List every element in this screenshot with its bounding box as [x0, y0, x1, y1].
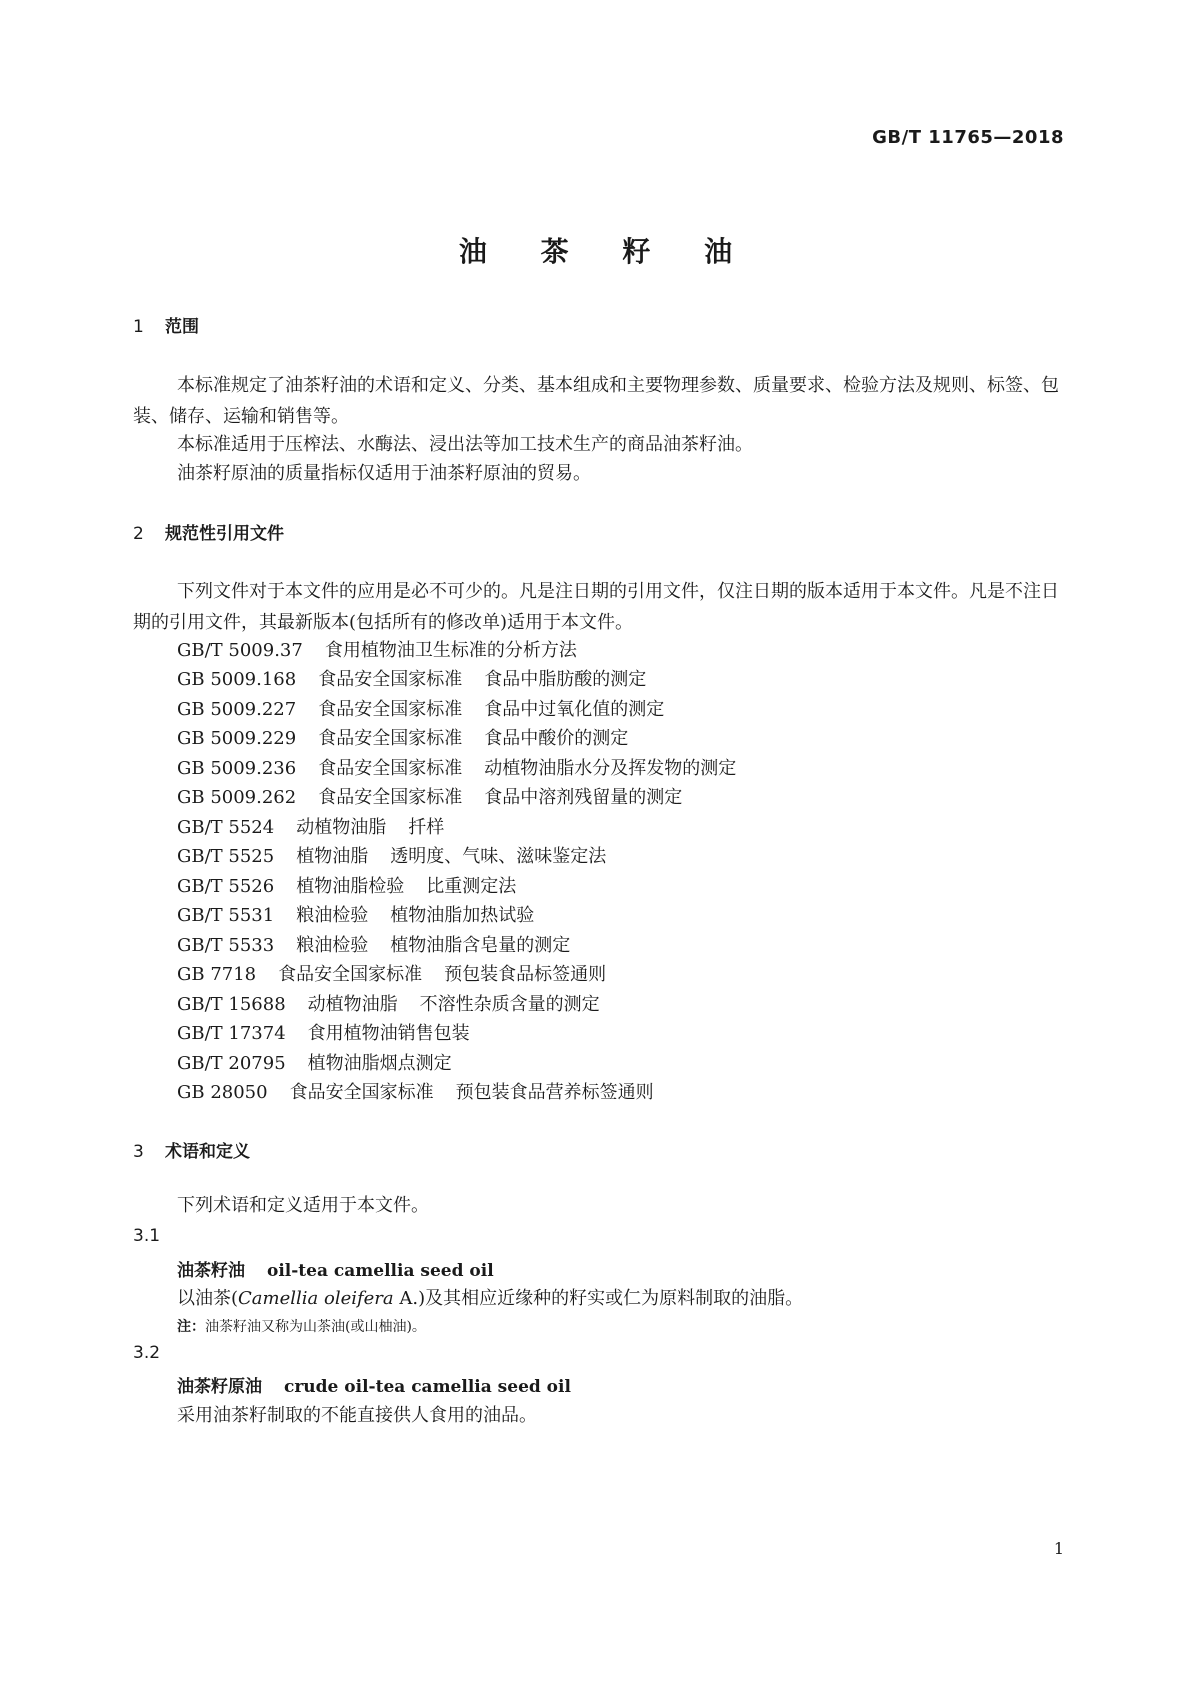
term-name-en: oil-tea camellia seed oil	[267, 1261, 494, 1281]
reference-title: 食用植物油卫生标准的分析方法	[324, 640, 577, 661]
reference-title: 动植物油脂	[307, 994, 398, 1015]
reference-item	[177, 872, 538, 898]
reference-item	[177, 1019, 514, 1045]
reference-item	[177, 901, 556, 927]
term-definition: 采用油茶籽制取的不能直接供人食用的油品。	[177, 1405, 537, 1426]
reference-code: GB/T 15688	[177, 994, 286, 1015]
term-number: 3.1	[133, 1226, 161, 1246]
reference-item	[177, 990, 622, 1016]
paragraph: 下列文件对于本文件的应用是必不可少的。凡是注日期的引用文件，仅注日期的版本适用于本文件。凡是不注日期的引用文件，其最新版本(包括所有的修改单)适用于本文件。	[133, 581, 1059, 633]
reference-item	[177, 665, 668, 691]
reference-code: GB 28050	[177, 1082, 268, 1103]
reference-subtitle: 预包装食品营养标签通则	[455, 1082, 654, 1103]
reference-code: GB 7718	[177, 964, 257, 985]
note-text: 油茶籽油又称为山茶油(或山柚油)。	[205, 1319, 426, 1335]
reference-title: 食用植物油销售包装	[307, 1023, 470, 1044]
term-definition	[177, 1284, 803, 1310]
section-title: 规范性引用文件	[165, 524, 284, 544]
reference-item	[177, 783, 704, 809]
paragraph: 油茶籽原油的质量指标仅适用于油茶籽原油的贸易。	[177, 463, 591, 484]
reference-title: 粮油检验	[296, 905, 369, 926]
reference-subtitle: 食品中溶剂残留量的测定	[484, 787, 683, 808]
reference-code: GB 5009.168	[177, 669, 297, 690]
term-name-zh: 油茶籽油	[177, 1261, 245, 1281]
reference-code: GB 5009.227	[177, 699, 297, 720]
reference-item	[177, 1049, 496, 1075]
reference-item	[177, 842, 628, 868]
reference-title: 动植物油脂	[296, 817, 387, 838]
reference-subtitle: 透明度、气味、滋味鉴定法	[390, 846, 607, 867]
term-name-en: crude oil-tea camellia seed oil	[284, 1377, 571, 1397]
section-number: 2	[133, 524, 144, 544]
reference-title: 植物油脂	[296, 846, 369, 867]
reference-code: GB 5009.229	[177, 728, 297, 749]
standard-number: GB/T 11765—2018	[872, 127, 1064, 148]
reference-code: GB 5009.262	[177, 787, 297, 808]
section-number: 1	[133, 317, 144, 337]
reference-title: 食品安全国家标准	[318, 728, 463, 749]
reference-code: GB/T 5524	[177, 817, 275, 838]
reference-subtitle: 动植物油脂水分及挥发物的测定	[484, 758, 737, 779]
reference-item	[177, 636, 621, 662]
page-number: 1	[1053, 1539, 1064, 1558]
reference-code: GB/T 5526	[177, 876, 275, 897]
reference-item	[177, 1078, 676, 1104]
reference-title: 食品安全国家标准	[278, 964, 423, 985]
document-title: 油 茶 籽 油	[458, 235, 755, 268]
reference-subtitle: 食品中脂肪酸的测定	[484, 669, 647, 690]
reference-code: GB/T 20795	[177, 1053, 286, 1074]
section-3-heading	[133, 1137, 250, 1162]
species-name: Camellia oleifera	[238, 1288, 394, 1309]
section-title: 范围	[165, 317, 199, 337]
definition-text: A.)及其相应近缘种的籽实或仁为原料制取的油脂。	[393, 1288, 804, 1309]
term-number: 3.2	[133, 1343, 161, 1363]
paragraph: 本标准规定了油茶籽油的术语和定义、分类、基本组成和主要物理参数、质量要求、检验方法及规则、标签、包装、储存、运输和销售等。	[133, 375, 1059, 427]
definition-text: 以油茶(	[177, 1288, 239, 1309]
reference-code: GB/T 5009.37	[177, 640, 303, 661]
reference-item	[177, 754, 758, 780]
section-1-heading	[133, 312, 199, 337]
term-note	[177, 1316, 426, 1336]
reference-code: GB 5009.236	[177, 758, 297, 779]
reference-code: GB/T 5531	[177, 905, 275, 926]
reference-title: 食品安全国家标准	[318, 699, 463, 720]
paragraph: 下列术语和定义适用于本文件。	[177, 1195, 429, 1216]
reference-item	[177, 695, 686, 721]
reference-subtitle: 扦样	[408, 817, 445, 838]
reference-item	[177, 724, 650, 750]
reference-subtitle: 食品中过氧化值的测定	[484, 699, 665, 720]
reference-subtitle: 植物油脂含皂量的测定	[390, 935, 571, 956]
term-name	[177, 1256, 494, 1281]
reference-title: 食品安全国家标准	[318, 669, 463, 690]
reference-subtitle: 食品中酸价的测定	[484, 728, 629, 749]
reference-code: GB/T 5525	[177, 846, 275, 867]
reference-code: GB/T 5533	[177, 935, 275, 956]
reference-title: 食品安全国家标准	[318, 758, 463, 779]
term-name-zh: 油茶籽原油	[177, 1377, 262, 1397]
section-number: 3	[133, 1142, 144, 1162]
reference-code: GB/T 17374	[177, 1023, 286, 1044]
reference-subtitle: 预包装食品标签通则	[444, 964, 607, 985]
section-title: 术语和定义	[165, 1142, 250, 1162]
reference-item	[177, 960, 628, 986]
reference-title: 食品安全国家标准	[318, 787, 463, 808]
section-2-heading	[133, 519, 284, 544]
reference-title: 植物油脂烟点测定	[307, 1053, 452, 1074]
reference-title: 粮油检验	[296, 935, 369, 956]
reference-subtitle: 不溶性杂质含量的测定	[419, 994, 600, 1015]
term-name	[177, 1372, 571, 1397]
reference-subtitle: 植物油脂加热试验	[390, 905, 535, 926]
reference-item	[177, 931, 592, 957]
reference-title: 植物油脂检验	[296, 876, 405, 897]
reference-title: 食品安全国家标准	[289, 1082, 434, 1103]
reference-item	[177, 813, 466, 839]
paragraph: 本标准适用于压榨法、水酶法、浸出法等加工技术生产的商品油茶籽油。	[177, 434, 753, 455]
reference-subtitle: 比重测定法	[426, 876, 517, 897]
note-label: 注：	[177, 1319, 205, 1335]
